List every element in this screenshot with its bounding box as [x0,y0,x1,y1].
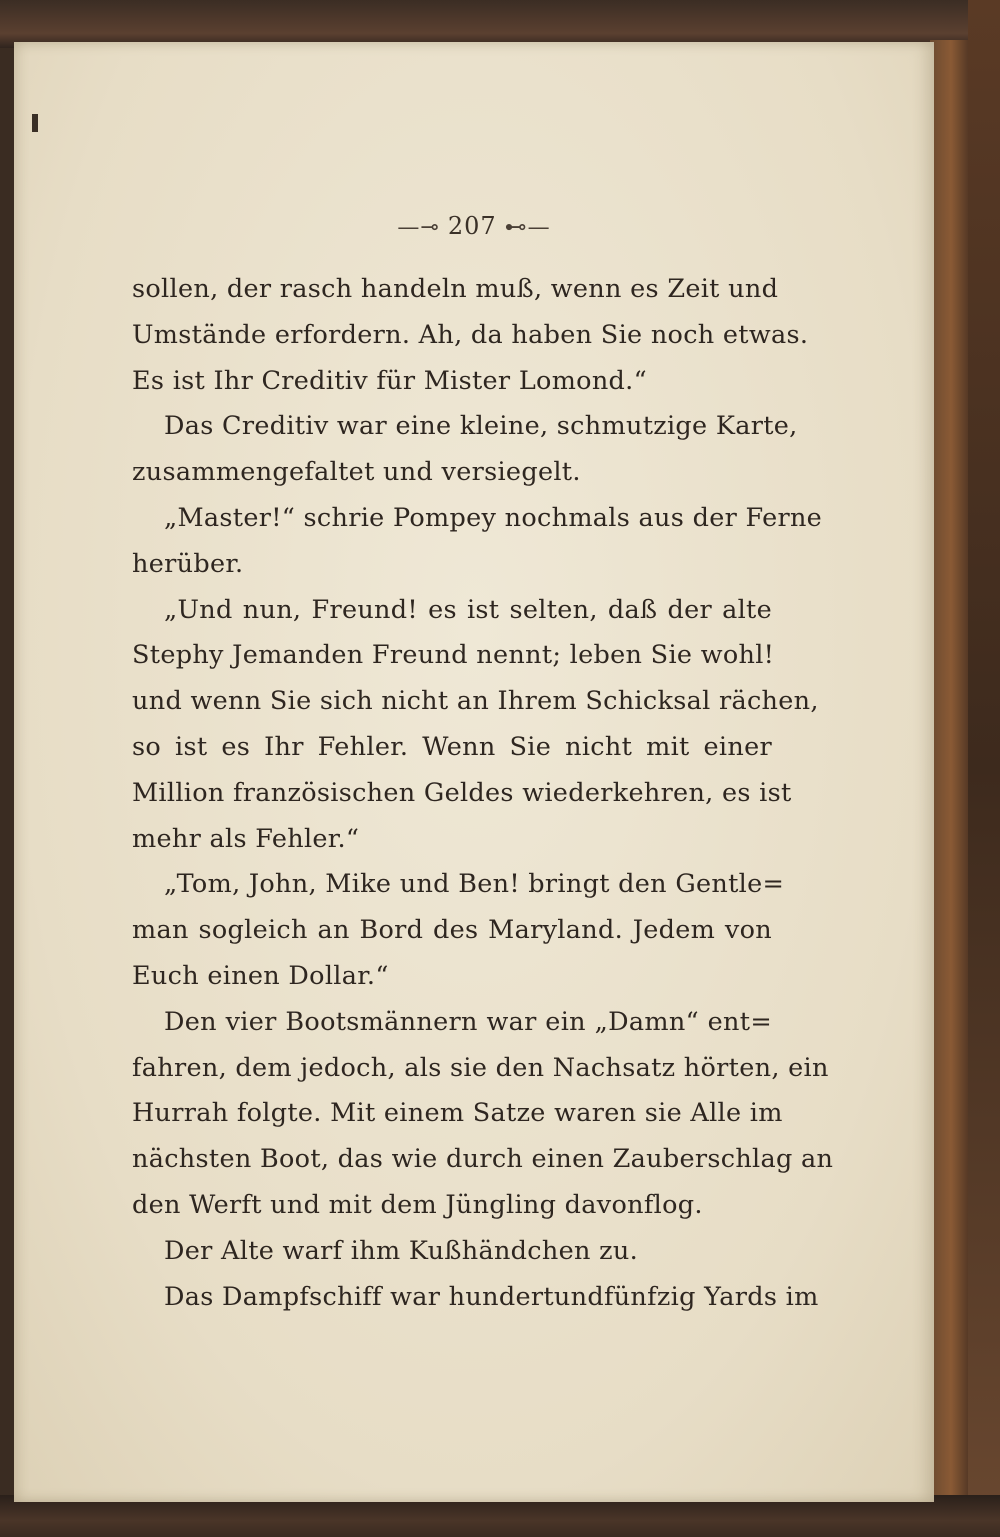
text-line: Umstände erfordern. Ah, da haben Sie noch etwas. [132,319,809,350]
text-line: Das Creditiv war eine kleine, schmutzige Karte, [164,411,798,442]
text-line: sollen, der rasch handeln muß, wenn es Zeit und [132,274,779,304]
text-line: Euch einen Dollar.“ [132,960,389,991]
text-line: Million französischen Geldes wiederkehren, es ist [132,777,792,808]
text-line: nächsten Boot, das wie durch einen Zauberschlag an [132,1144,834,1175]
text-line: den Werft und mit dem Jüngling davonflog. [132,1189,703,1220]
ornament-right-icon: ⊷— [496,215,551,240]
text-line: mehr als Fehler.“ [132,823,360,854]
text-line: „Und nun, Freund! es ist selten, daß der alte [164,594,772,625]
page-edge-mark [32,114,38,132]
text-line: Das Dampfschiff war hundertundfünfzig Yards im [164,1281,819,1312]
text-line: Stephy Jemanden Freund nennt; leben Sie wohl! [132,640,775,671]
text-line: „Master!“ schrie Pompey nochmals aus der Ferne [164,502,823,533]
text-line: man sogleich an Bord des Maryland. Jedem von [132,915,772,946]
ornament-left-icon: —⊸ [397,215,448,240]
page-number-header [14,212,934,240]
text-line: Der Alte warf ihm Kußhändchen zu. [164,1235,638,1266]
page-body-text [132,267,834,1320]
book-page [14,42,934,1502]
text-line: Es ist Ihr Creditiv für Mister Lomond.“ [132,365,647,396]
text-line: Den vier Bootsmännern war ein „Damn“ ent= [164,1006,772,1037]
text-line: zusammengefaltet und versiegelt. [132,457,581,488]
text-line: Hurrah folgte. Mit einem Satze waren sie Alle im [132,1098,783,1129]
text-line: „Tom, John, Mike und Ben! bringt den Gentle= [164,869,785,900]
text-line: herüber. [132,548,244,579]
spine-band [968,0,1000,1537]
text-line: und wenn Sie sich nicht an Ihrem Schicksal rächen, [132,686,819,717]
cover-top-edge [0,0,1000,48]
text-line: so ist es Ihr Fehler. Wenn Sie nicht mit einer [132,731,772,762]
page-number: 207 [447,212,497,240]
text-line: fahren, dem jedoch, als sie den Nachsatz hörten, ein [132,1052,829,1083]
